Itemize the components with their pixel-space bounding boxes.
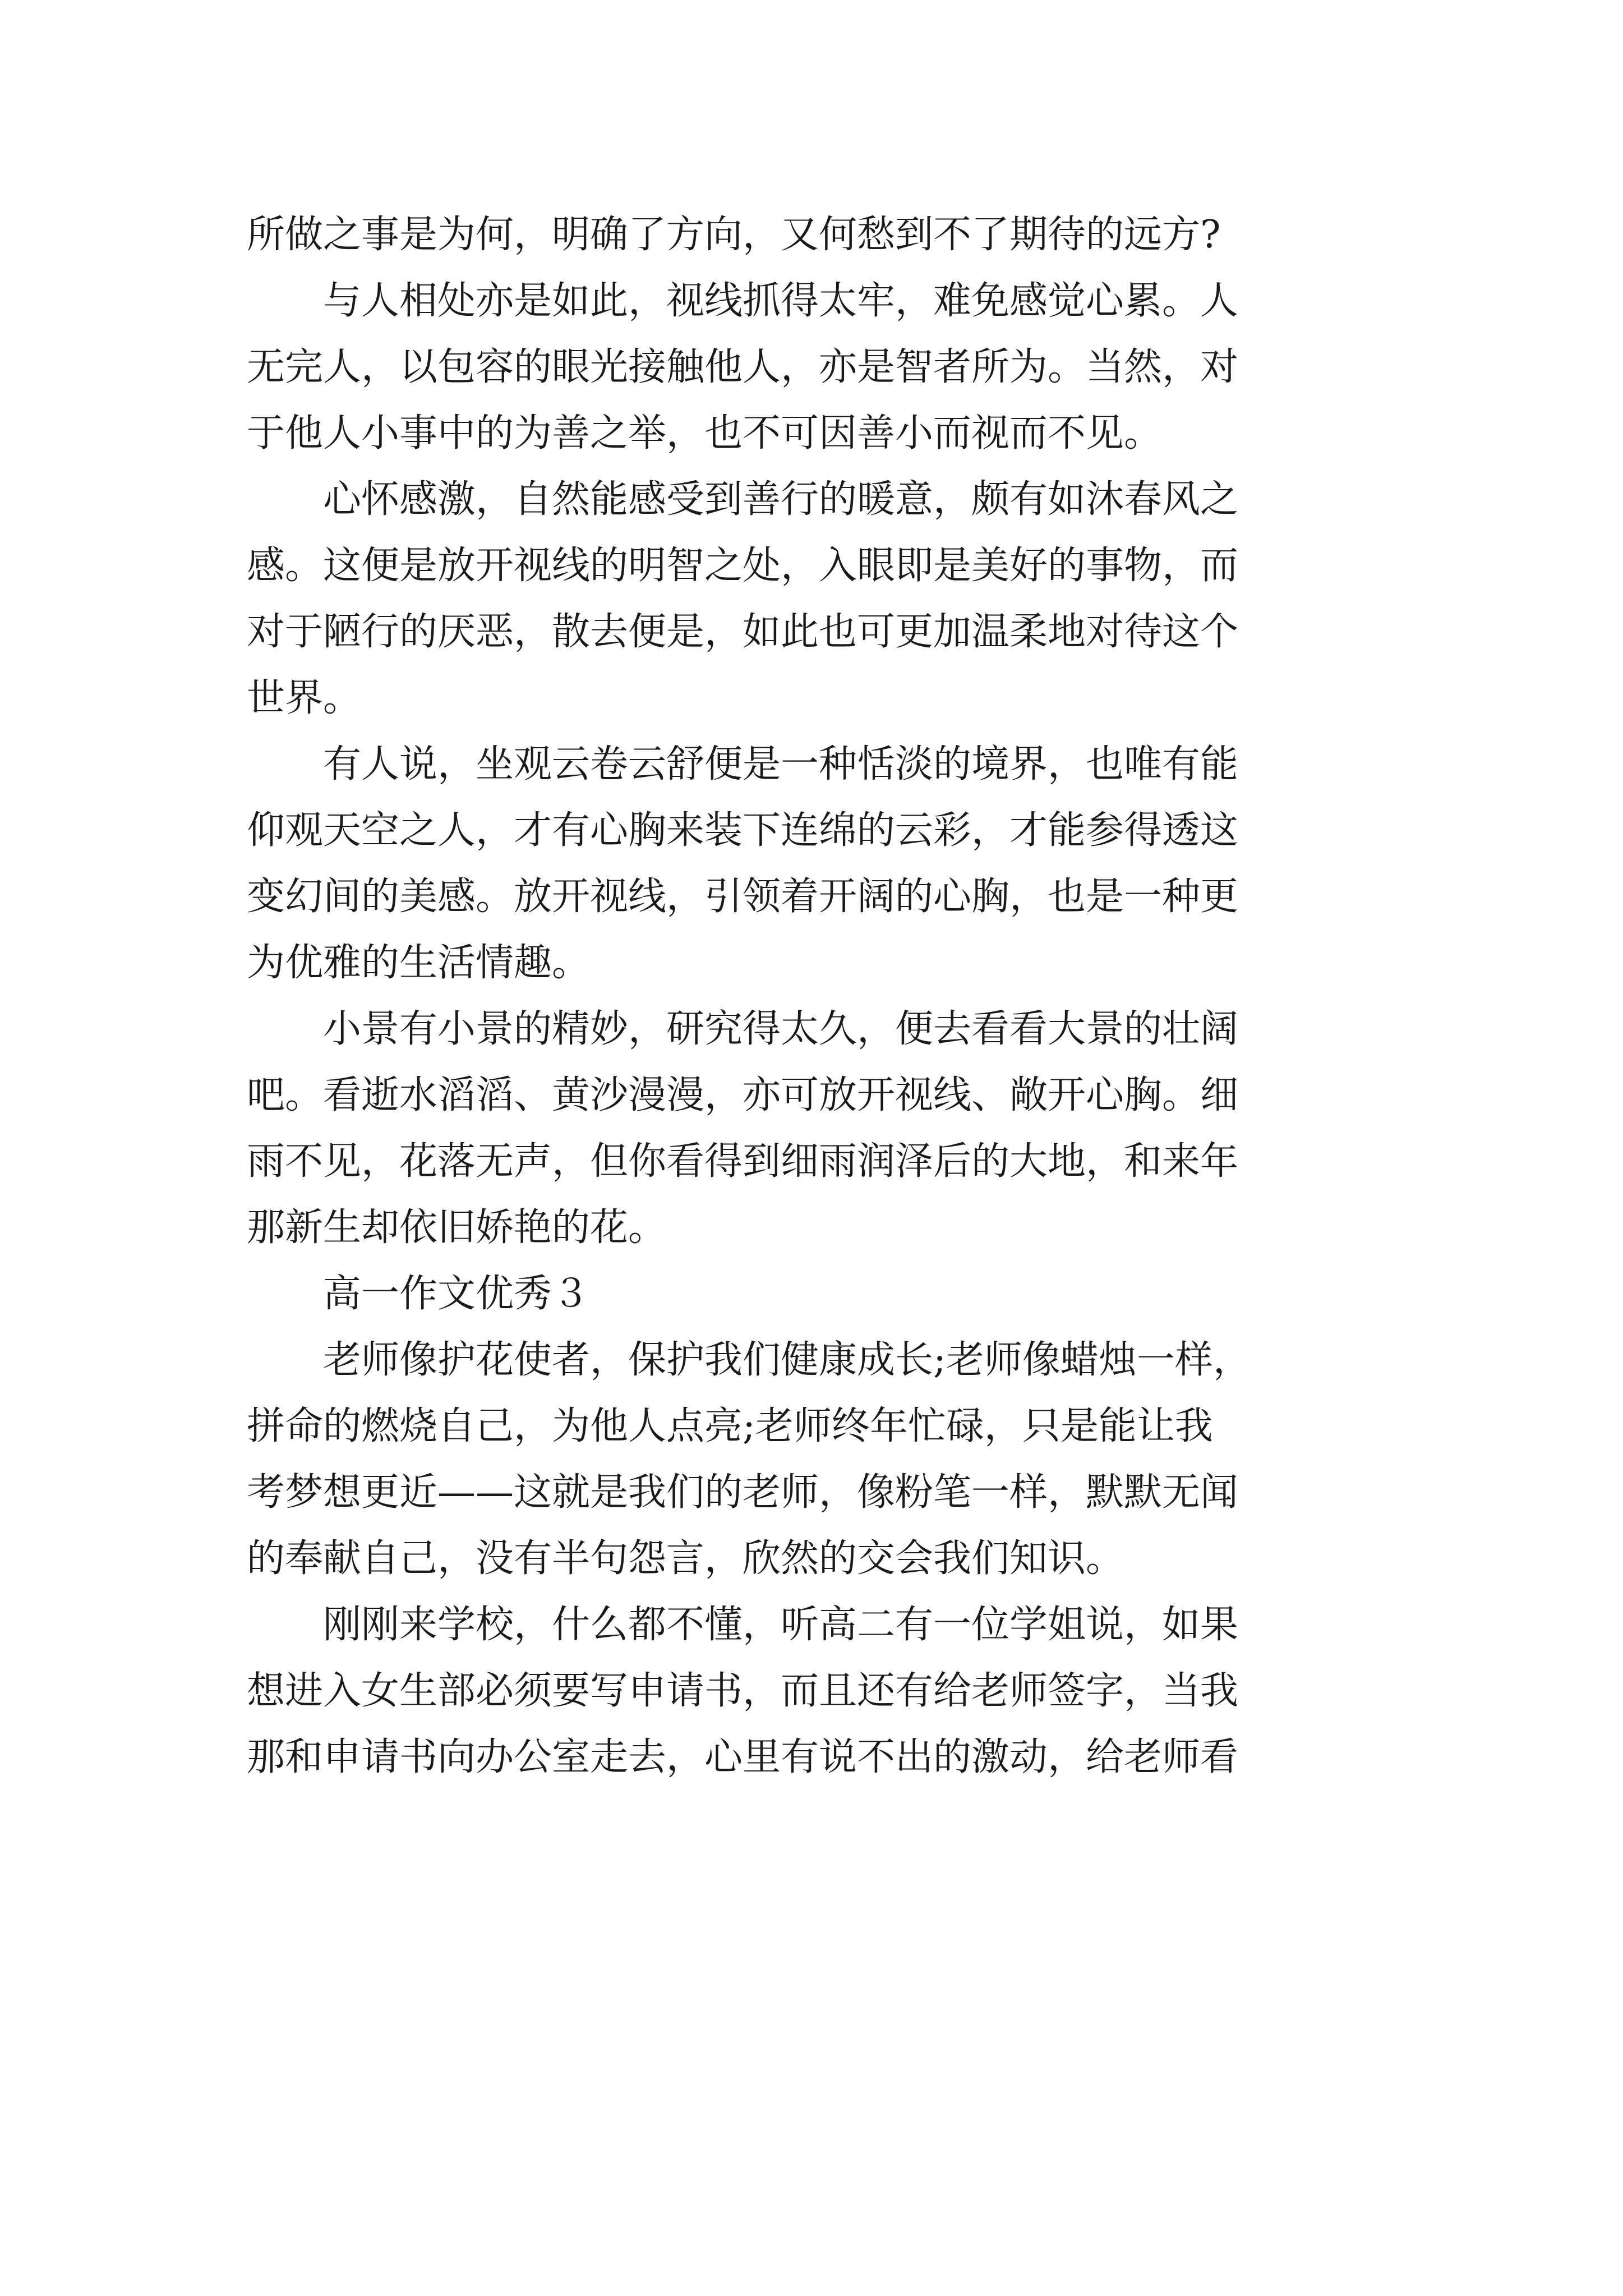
- text-line: 仰观天空之人，才有心胸来装下连绵的云彩，才能参得透这: [247, 808, 1239, 853]
- text-line: 那新生却依旧娇艳的花。: [247, 1205, 667, 1250]
- text-line: 吧。看逝水滔滔、黄沙漫漫，亦可放开视线、敞开心胸。细: [247, 1073, 1239, 1117]
- text-line: 所做之事是为何，明确了方向，又何愁到不了期待的远方?: [247, 213, 1221, 257]
- text-line: 心怀感激，自然能感受到善行的暖意，颇有如沐春风之: [323, 477, 1239, 522]
- text-line: 想进入女生部必须要写申请书，而且还有给老师签字，当我: [247, 1669, 1239, 1713]
- paragraph: [247, 268, 1391, 467]
- text-line: 那和申请书向办公室走去，心里有说不出的激动，给老师看: [247, 1735, 1239, 1779]
- text-line: 小景有小景的精妙，研究得太久，便去看看大景的壮阔: [323, 1007, 1239, 1051]
- paragraph: [247, 1327, 1391, 1592]
- text-line: 变幻间的美感。放开视线，引领着开阔的心胸，也是一种更: [247, 875, 1239, 919]
- paragraph: [247, 996, 1391, 1261]
- text-line: 对于陋行的厌恶，散去便是，如此也可更加温柔地对待这个: [247, 610, 1239, 654]
- text-line: 世界。: [247, 676, 362, 720]
- text-line: 高一作文优秀３: [323, 1272, 591, 1316]
- text-line: 考梦想更近——这就是我们的老师，像粉笔一样，默默无闻: [247, 1470, 1239, 1515]
- paragraph: [247, 202, 1391, 268]
- text-line: 雨不见，花落无声，但你看得到细雨润泽后的大地，和来年: [247, 1139, 1239, 1184]
- paragraph: [247, 1261, 1391, 1327]
- text-line: 有人说，坐观云卷云舒便是一种恬淡的境界，也唯有能: [323, 742, 1239, 786]
- text-line: 感。这便是放开视线的明智之处，入眼即是美好的事物，而: [247, 544, 1239, 588]
- text-line: 老师像护花使者，保护我们健康成长;老师像蜡烛一样，: [323, 1338, 1251, 1382]
- paragraph: [247, 467, 1391, 731]
- text-line: 无完人，以包容的眼光接触他人，亦是智者所为。当然，对: [247, 345, 1239, 389]
- text-line: 于他人小事中的为善之举，也不可因善小而视而不见。: [247, 411, 1163, 455]
- document-body: [247, 202, 1391, 1791]
- text-line: 与人相处亦是如此，视线抓得太牢，难免感觉心累。人: [323, 279, 1239, 323]
- paragraph: [247, 731, 1391, 996]
- paragraph: [247, 1592, 1391, 1791]
- text-line: 拼命的燃烧自己，为他人点亮;老师终年忙碌，只是能让我: [247, 1404, 1213, 1448]
- text-line: 刚刚来学校，什么都不懂，听高二有一位学姐说，如果: [323, 1603, 1239, 1647]
- text-line: 为优雅的生活情趣。: [247, 941, 591, 985]
- text-line: 的奉献自己，没有半句怨言，欣然的交会我们知识。: [247, 1536, 1124, 1581]
